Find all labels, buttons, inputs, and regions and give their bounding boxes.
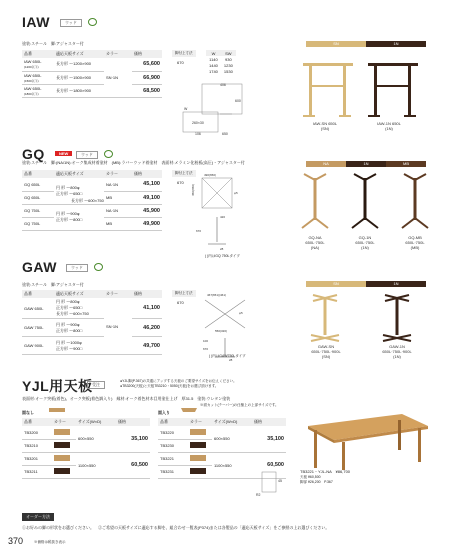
gaw-height-label: 脚付上寸法: [172, 290, 196, 297]
edge-profile-icon: [48, 406, 66, 414]
photo-caption: IAW-SN 650L (SN): [312, 121, 338, 132]
iaw-dim-table: W SW 1140 930 1440 1230 1740 1530: [206, 50, 236, 74]
gq-new-tag: NEW: [55, 151, 72, 156]
dim-label: 406: [220, 83, 226, 87]
dim-label: 467(651)(461): [207, 293, 227, 297]
gq-mb-leg: [402, 174, 428, 228]
photo-caption: IAW-1N 650L (1N): [377, 121, 401, 132]
table-row: GAW 650L 円 形 〜800φ 正方形 〜650□ 長方形 〜600×750 SN·1N 41,100: [22, 298, 162, 319]
table-row: GAW 900L 円 形 〜1000φ 正方形 〜900□ 49,700: [22, 337, 162, 355]
gq-title: GQ: [22, 146, 45, 162]
gq-height-value: 670: [177, 180, 184, 185]
table-row: GQ 750L 円 形 〜900φ 正方形 〜800□ NA·1N 45,900: [22, 204, 162, 217]
gaw-title: GAW: [22, 259, 57, 275]
dim-label: 420: [220, 215, 226, 219]
iaw-color: SN·1N: [104, 58, 132, 97]
yjl-left-label: 面なし: [22, 410, 34, 415]
table-row: GQ 750L MB 49,900: [22, 217, 162, 230]
gaw-spec: 塗装:スチール 脚:アジャスター付: [22, 282, 84, 287]
gq-color-bar: [306, 161, 426, 167]
tapered-edge-icon: [180, 406, 198, 414]
order-note-text: ①お好みの脚の形状をお選びください。 ②ご希望の天板サイズに適応する脚を、組合わせ一覧表(P374)または各製品の「適応天板サイズ」をご参照の上お選びください。: [22, 525, 330, 530]
gaw-sn-leg: [311, 295, 339, 341]
gq-size-extra: 長方形 〜600×750: [71, 198, 104, 203]
yjl-photo-caption: TB3221・YJL-NA ¥86,700: [300, 469, 351, 474]
gaw-diagram-note: ( )内はGAW750Lタイプ: [209, 354, 246, 358]
color-swatch-mb: MB: [386, 161, 426, 167]
color-swatch: [54, 429, 70, 435]
dim-label: 260×30: [192, 121, 204, 125]
yjl-spec: 表面材:オーク突板(着色)、オーク突板(着色調入り) 縁材:オーク着色材木目用塗仕上げ 厚31.5 塗装:ウレタン塗装: [22, 396, 231, 401]
order-note-box: [22, 505, 427, 530]
iaw-product-photos: [293, 55, 438, 127]
iaw-height-value: 670: [177, 60, 184, 65]
table-row: GQ 650L MB 49,100: [22, 191, 162, 204]
dim-label: φ5: [239, 311, 243, 315]
dim-label: 28: [220, 247, 224, 251]
gq-product-photos: [290, 172, 440, 232]
yjl-right-table: 品番 カラー サイズ(W×D) 価格 TB3220 600×550 35,100 TB3230 TB3221 1100×550 60,500 TB3231: [158, 418, 286, 479]
iaw-dimension-diagram: [180, 82, 245, 136]
table-row: TB3210: [22, 439, 150, 452]
dim-label: 650: [222, 132, 228, 136]
yjl-title: YJL用天板: [22, 378, 93, 394]
dim-label: φ5: [234, 191, 238, 195]
dim-label: R2: [256, 493, 261, 497]
iaw-sn-leg: [303, 63, 353, 117]
color-swatch: [54, 455, 70, 461]
col-header: 品番: [22, 50, 54, 58]
gaw-height-value: 670: [177, 300, 184, 305]
yjl-note: ●YJL脚(P.367)の共通にアップする天板のご要望サイズをお伝えください。 ●TB3200(天板)と天板TB3210・5050(天板)をお選び頂けます。: [120, 379, 237, 388]
table-row: TB3221 1100×550 60,500: [158, 452, 286, 465]
yjl-left-table: 品番 カラー サイズ(W×D) 価格 TB3200 600×550 35,100 TB3210 TB3201 1100×550 60,500 TB3211: [22, 418, 150, 479]
color-swatch-na: NA: [306, 161, 346, 167]
gaw-price-table: 品番 適応天板サイズ カラー 価格 GAW 650L 円 形 〜800φ 正方形 〜650□ 長方形 〜600×750 SN·1N 41,100 GAW 750L 円 形 〜900φ 正方形 〜800□ 46,200 GAW 900L 円 形 〜1000φ 正方形 〜900□ 49,700: [22, 290, 162, 355]
yjl-tag: 受注: [87, 381, 105, 389]
gaw-dimension-diagram: [195, 290, 255, 362]
dim-label: 550(320): [215, 329, 228, 333]
table-row: TB3231: [158, 465, 286, 478]
iaw-price-table: [22, 50, 162, 98]
photo-caption: GQ-NA 650L·750L (NA): [305, 235, 325, 251]
gq-price-table: 品番 適応天板サイズ カラー 価格 GQ 650L 円 形 〜800φ 正方形 〜650□ NA·1N 45,100 GQ 650L MB 49,100 GQ 750L 円 形 〜900φ 正方形 〜800□ NA·1N 45,900 GQ 750L MB 49,900: [22, 170, 162, 231]
photo-caption: GAW-1N 650L·750L·900L (1N): [382, 344, 412, 360]
yjl-photo-sub: 天板 ¥60,500 脚部 ¥26,200 P.367: [300, 475, 333, 484]
yjl-table-photo: [302, 408, 434, 472]
iaw-1n-leg: [368, 63, 418, 117]
green-mark-icon: [88, 18, 97, 26]
photo-caption: GQ-MB 650L·750L (MB): [405, 235, 425, 251]
table-row: IAW 650L (1500以下) 長方形 〜1500×900 66,900: [24, 72, 160, 83]
color-swatch: [190, 442, 206, 448]
gq-1n-leg: [352, 174, 378, 228]
photo-caption: GQ-1N 650L·750L (1N): [355, 235, 375, 251]
col-header: 適応天板サイズ: [54, 50, 104, 58]
table-row: TB3211: [22, 465, 150, 478]
page-number: 370: [8, 536, 24, 546]
color-swatch-1n: 1N: [346, 161, 386, 167]
green-mark-icon: [104, 150, 113, 158]
iaw-color-bar: [306, 41, 426, 47]
dim-label: 100: [203, 339, 209, 343]
table-row: GQ 650L 円 形 〜800φ 正方形 〜650□ NA·1N 45,100: [22, 178, 162, 191]
footer-note: ※価格は税抜き表示: [34, 540, 66, 544]
dim-label: 450(650): [191, 183, 195, 196]
color-swatch: [190, 468, 206, 474]
color-swatch-1n: 1N: [366, 281, 426, 287]
gq-na-leg: [302, 174, 328, 228]
color-swatch-sn: SN: [306, 281, 366, 287]
col-header: 価格: [132, 50, 162, 58]
iaw-title: IAW: [22, 14, 50, 30]
iaw-height-label: 脚付上寸法: [172, 50, 196, 57]
gaw-1n-leg: [383, 295, 411, 341]
gaw-tag: ウッド: [66, 264, 88, 272]
col-header: カラー: [104, 50, 132, 58]
yjl-right-label: 面入り: [158, 410, 170, 415]
yjl-right-note: ※面カット(テーパー)の仕様上の上部サイズです。: [200, 403, 279, 407]
table-row: IAW 650L (1200以下) 長方形 〜1200×900 SN·1N 65,600: [22, 58, 162, 71]
gq-tag: ウッド: [76, 151, 98, 159]
color-swatch: [190, 429, 206, 435]
order-note-label: オーダー方法: [22, 513, 54, 521]
iaw-tag: ウッド: [60, 19, 82, 27]
color-swatch: [54, 468, 70, 474]
dim-label: 28: [229, 358, 233, 362]
table-row: GAW 750L 円 形 〜900φ 正方形 〜800□ 46,200: [22, 319, 162, 337]
color-swatch: [190, 455, 206, 461]
gq-spec: 塗装:スチール 脚:(NA/1N):オーク集成材着塗材 (MB):ラバーウッド着塗材 表面材:メラミン化粧板(高圧)・アジャスター付: [22, 160, 245, 165]
gaw-color: SN·1N: [104, 298, 132, 355]
table-row: TB3230: [158, 439, 286, 452]
table-row: TB3220 600×550 35,100: [158, 426, 286, 439]
gaw-color-bar: [306, 281, 426, 287]
iaw-spec: 塗装:スチール 脚:アジャスター付: [22, 41, 84, 46]
table-row: TB3200 600×550 35,100: [22, 426, 150, 439]
table-row: IAW 650L (1800以下) 長方形 〜1800×900 68,500: [24, 85, 160, 96]
color-swatch-1n: 1N: [366, 41, 426, 47]
dim-label: 670: [203, 347, 209, 351]
gq-diagram-note: ( )内はGQ 750Lタイプ: [205, 254, 240, 258]
dim-label: 45: [278, 479, 282, 483]
dim-label: W: [184, 107, 188, 111]
color-swatch: [54, 442, 70, 448]
dim-label: 670: [196, 229, 202, 233]
dim-label: 490(650): [204, 173, 217, 177]
dim-label: 106: [195, 132, 201, 136]
dim-label: 600: [235, 99, 241, 103]
gq-height-label: 脚付上寸法: [172, 170, 196, 177]
yjl-edge-diagram: [256, 470, 286, 498]
green-mark-icon: [94, 263, 103, 271]
gaw-product-photos: [295, 291, 440, 343]
photo-caption: GAW-SN 650L·750L·900L (SN): [311, 344, 341, 360]
gq-dimension-diagram: [190, 172, 250, 256]
color-swatch-sn: SN: [306, 41, 366, 47]
table-row: TB3201 1100×550 60,500: [22, 452, 150, 465]
